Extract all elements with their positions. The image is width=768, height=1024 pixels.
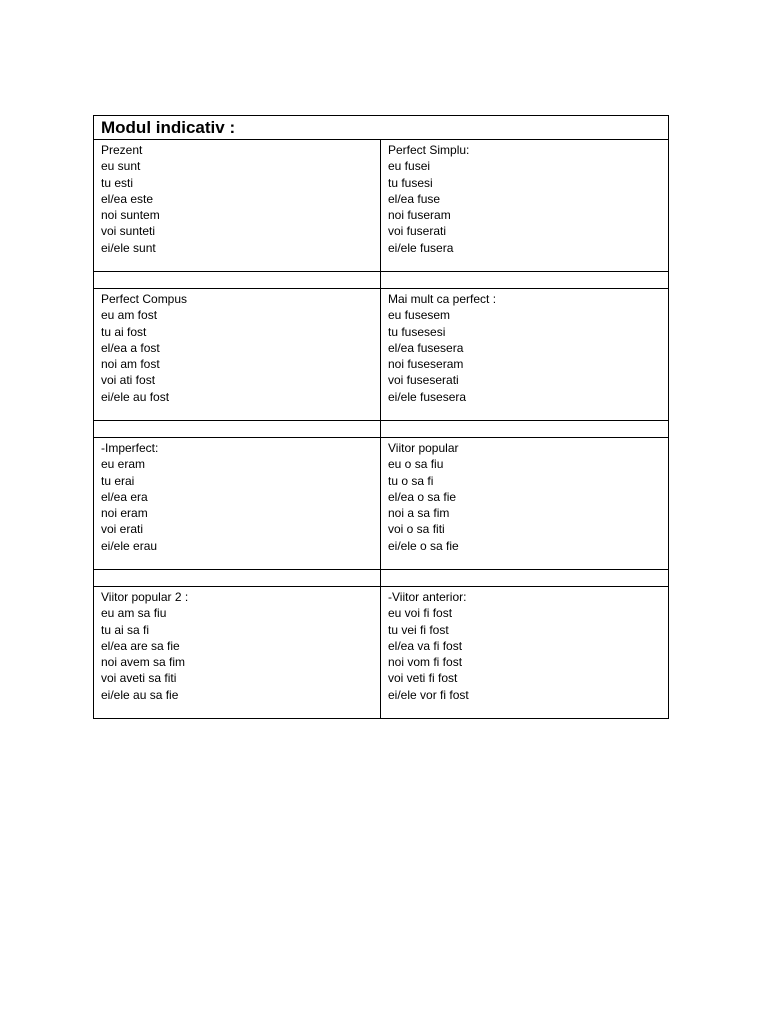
- spacer-cell: [381, 421, 669, 438]
- conjugation-line: voi fuseserati: [388, 373, 459, 388]
- conjugation-line: ei/ele sunt: [101, 240, 156, 255]
- conjugation-line: noi suntem: [101, 208, 160, 223]
- conjugation-line: ei/ele erau: [101, 538, 158, 553]
- conjugation-line: el/ea era: [101, 489, 148, 504]
- spacer-cell: [381, 272, 669, 289]
- tense-heading: Mai mult ca perfect :: [388, 292, 497, 306]
- conjugation-line: ei/ele au fost: [101, 389, 170, 404]
- conjugation-line: voi sunteti: [101, 224, 156, 239]
- spacer-cell: [381, 570, 669, 587]
- tense-block-imperfect: [94, 438, 381, 570]
- conjugation-line: ei/ele vor fi fost: [388, 687, 469, 702]
- tense-block-mai-mult-ca-perfect: [381, 289, 669, 421]
- spacer-cell: [94, 421, 381, 438]
- conjugation-line: voi o sa fiti: [388, 522, 445, 537]
- conjugation-line: noi eram: [101, 506, 148, 521]
- tense-heading: -Viitor anterior:: [388, 590, 467, 604]
- conjugation-line: noi avem sa fim: [101, 655, 186, 670]
- conjugation-line: eu o sa fiu: [388, 457, 444, 472]
- conjugation-line: voi ati fost: [101, 373, 156, 388]
- tense-heading: Perfect Simplu:: [388, 143, 470, 157]
- conjugation-line: noi a sa fim: [388, 506, 450, 521]
- tense-heading: Viitor popular: [388, 441, 459, 455]
- conjugation-line: eu sunt: [101, 159, 141, 174]
- conjugation-line: ei/ele fusera: [388, 240, 454, 255]
- conjugation-line: ei/ele au sa fie: [101, 687, 179, 702]
- conjugation-line: el/ea o sa fie: [388, 489, 457, 504]
- conjugation-line: ei/ele fusesera: [388, 389, 467, 404]
- conjugation-line: eu am fost: [101, 308, 158, 323]
- conjugation-line: el/ea are sa fie: [101, 638, 180, 653]
- conjugation-line: tu ai sa fi: [101, 622, 150, 637]
- conjugation-line: eu fusesem: [388, 308, 451, 323]
- conjugation-line: noi am fost: [101, 357, 160, 372]
- conjugation-table: [93, 115, 669, 719]
- page-title: Modul indicativ :: [101, 118, 236, 137]
- conjugation-line: voi erati: [101, 522, 144, 537]
- conjugation-line: tu o sa fi: [388, 473, 434, 488]
- tense-heading: Perfect Compus: [101, 292, 188, 306]
- conjugation-line: el/ea fusesera: [388, 340, 464, 355]
- conjugation-line: eu voi fi fost: [388, 606, 453, 621]
- conjugation-line: tu fusesi: [388, 175, 433, 190]
- conjugation-line: el/ea a fost: [101, 340, 160, 355]
- tense-heading: -Imperfect:: [101, 441, 159, 455]
- tense-heading: Prezent: [101, 143, 143, 157]
- tense-block-prezent: [94, 140, 381, 272]
- conjugation-line: tu erai: [101, 473, 135, 488]
- conjugation-line: voi fuserati: [388, 224, 447, 239]
- conjugation-line: eu eram: [101, 457, 146, 472]
- conjugation-line: ei/ele o sa fie: [388, 538, 459, 553]
- tense-block-perfect-simplu: [381, 140, 669, 272]
- conjugation-line: tu ai fost: [101, 324, 147, 339]
- spacer-cell: [94, 272, 381, 289]
- tense-block-perfect-compus: [94, 289, 381, 421]
- conjugation-line: eu fusei: [388, 159, 431, 174]
- conjugation-line: noi fuseseram: [388, 357, 464, 372]
- tense-block-viitor-anterior: [381, 587, 669, 719]
- title-cell: [94, 116, 669, 140]
- tense-block-viitor-popular: [381, 438, 669, 570]
- conjugation-line: tu fusesesi: [388, 324, 446, 339]
- conjugation-line: voi aveti sa fiti: [101, 671, 177, 686]
- conjugation-line: el/ea este: [101, 191, 154, 206]
- tense-block-viitor-popular-2: [94, 587, 381, 719]
- conjugation-line: el/ea va fi fost: [388, 638, 463, 653]
- conjugation-line: noi vom fi fost: [388, 655, 463, 670]
- tense-heading: Viitor popular 2 :: [101, 590, 189, 604]
- conjugation-line: el/ea fuse: [388, 191, 441, 206]
- conjugation-line: eu am sa fiu: [101, 606, 167, 621]
- conjugation-line: voi veti fi fost: [388, 671, 458, 686]
- conjugation-line: noi fuseram: [388, 208, 451, 223]
- conjugation-line: tu esti: [101, 175, 134, 190]
- spacer-cell: [94, 570, 381, 587]
- conjugation-line: tu vei fi fost: [388, 622, 449, 637]
